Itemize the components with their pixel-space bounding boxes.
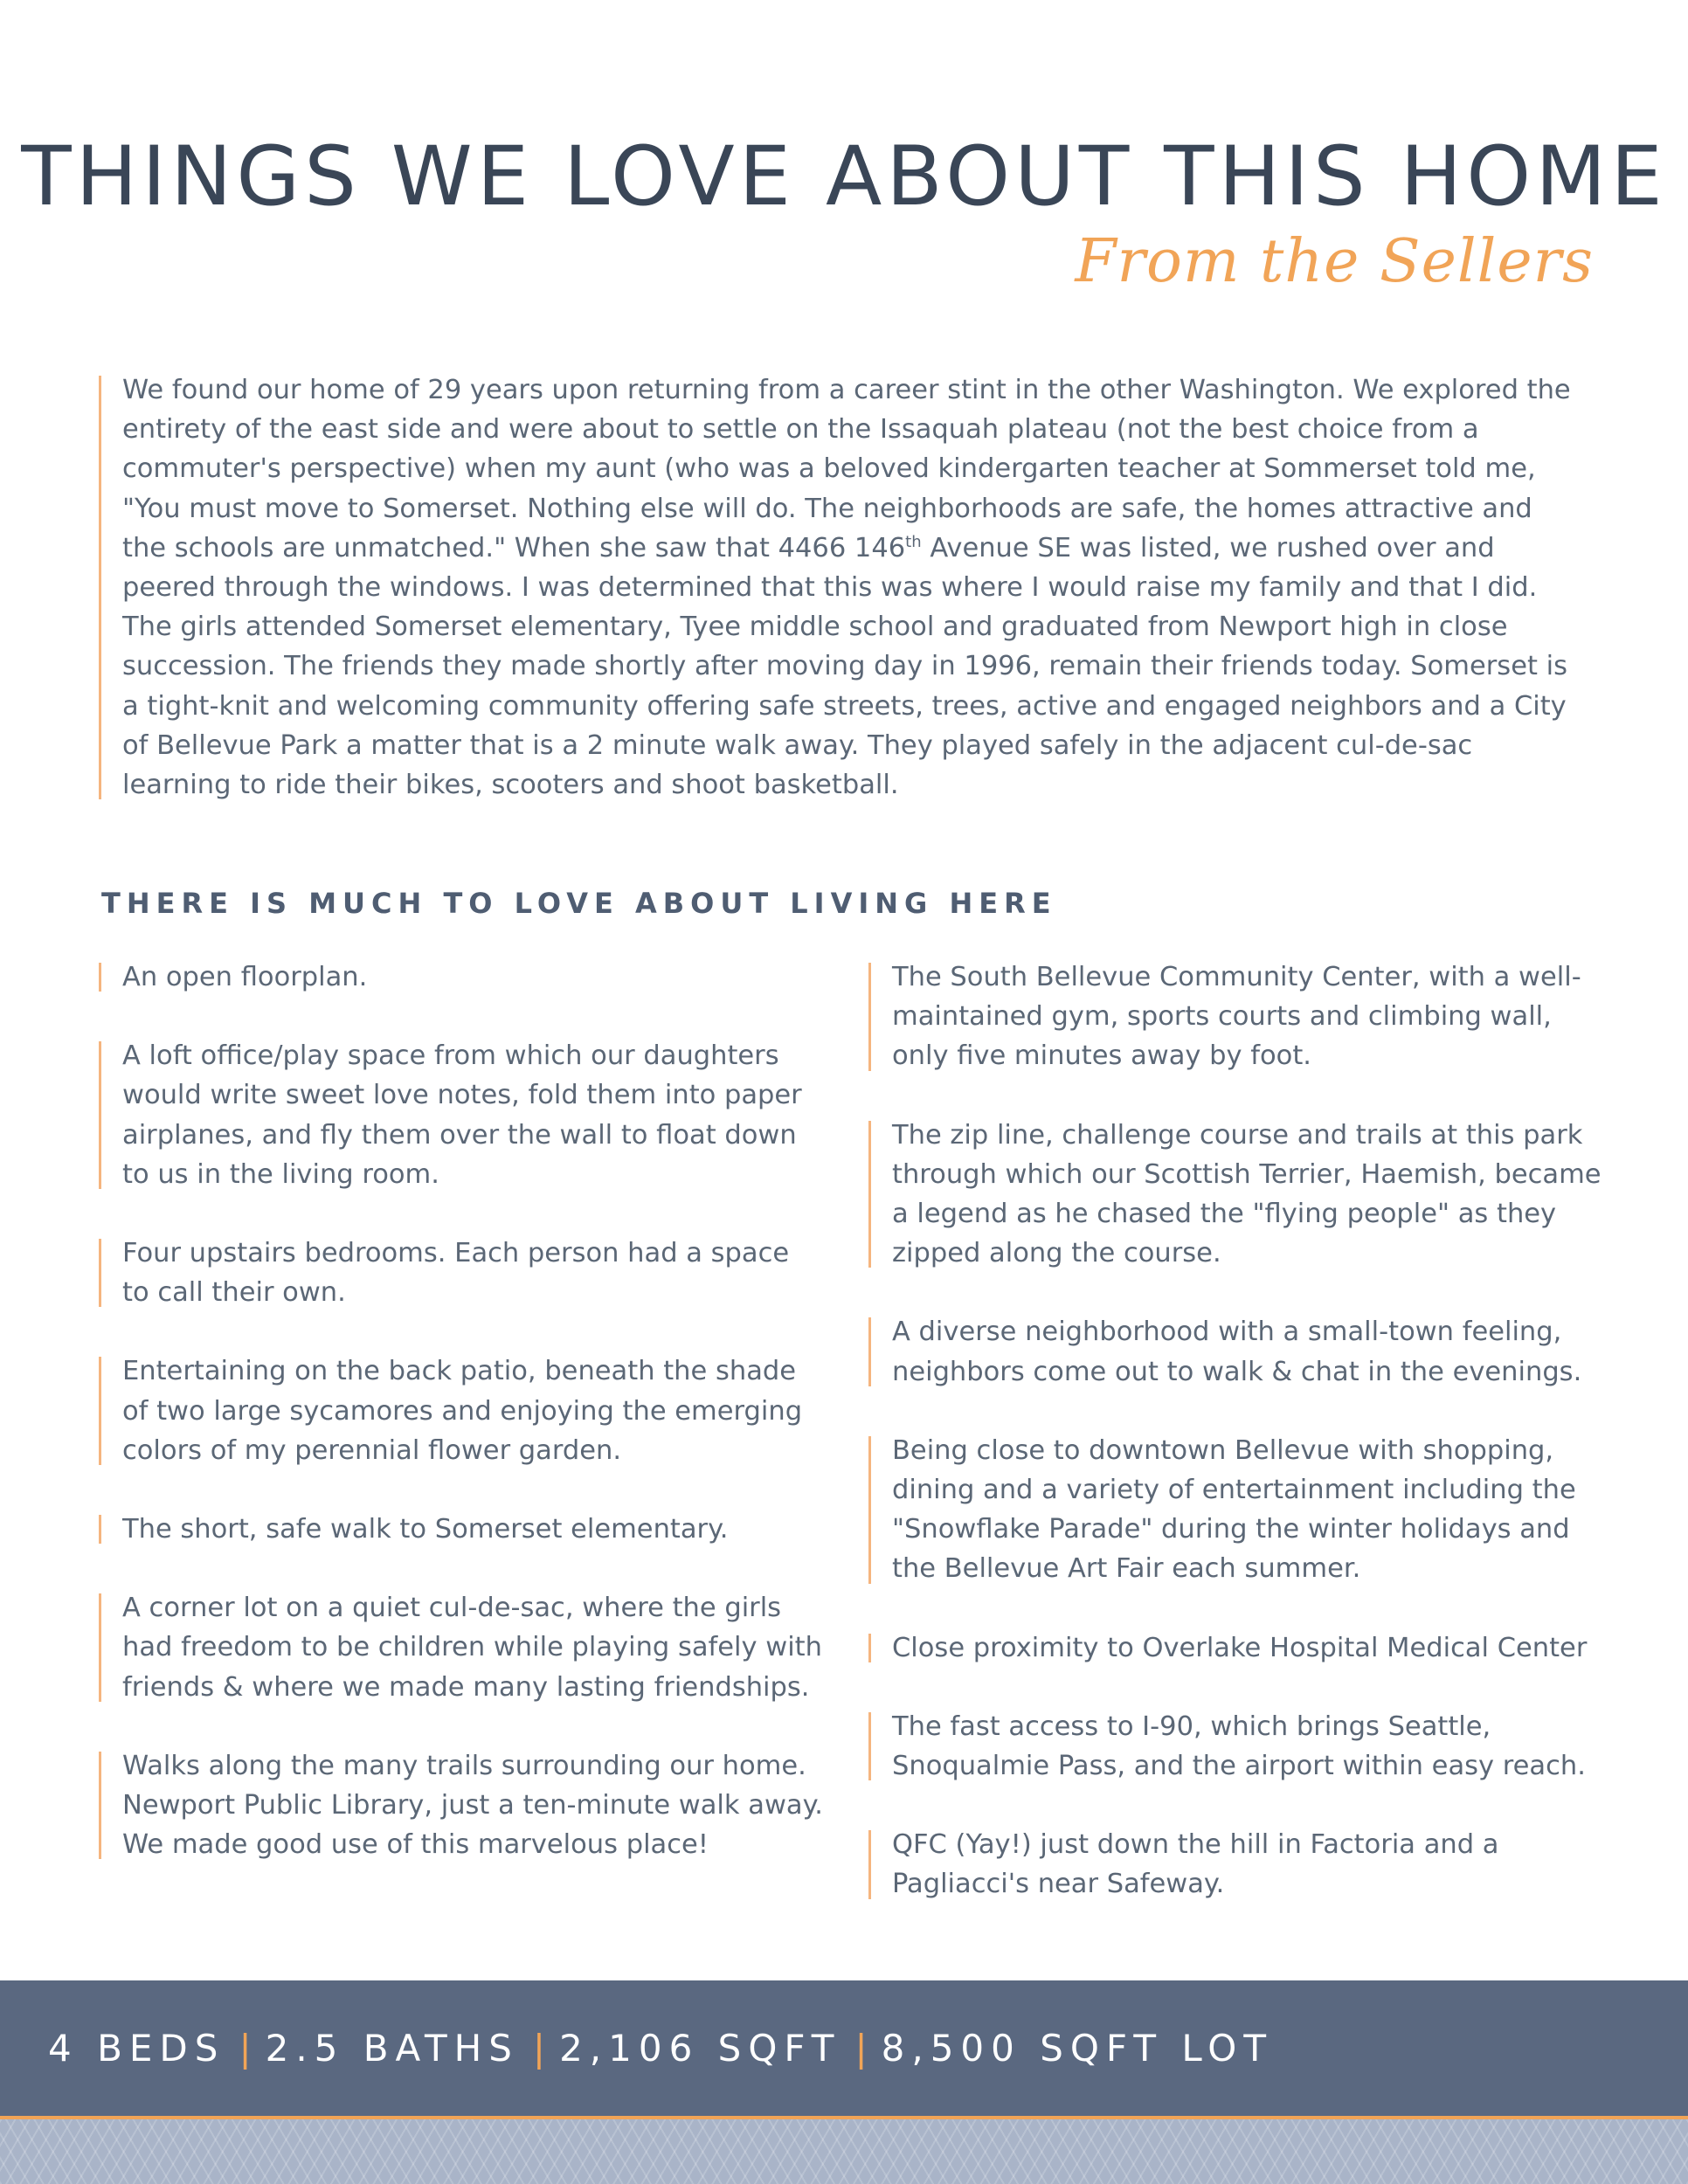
stat-lot: 8,500 SQFT LOT <box>881 2027 1273 2070</box>
list-item: A loft office/play space from which our daughters would write sweet love notes, fold them into paper airplanes, and fly them over the wall to float down to us in the living room. <box>99 1036 824 1194</box>
list-item: The fast access to I-90, which brings Seattle, Snoqualmie Pass, and the airport within easy reach. <box>868 1707 1602 1786</box>
stat-sqft: 2,106 SQFT <box>559 2027 841 2070</box>
page-title: THINGS WE LOVE ABOUT THIS HOME <box>21 129 1667 225</box>
intro-superscript: th <box>905 532 922 551</box>
list-item: The zip line, challenge course and trails at this park through which our Scottish Terrier, Haemish, became a legend as he chased the "flying people" as they zipped along the course. <box>868 1116 1602 1274</box>
intro-text-part2: Avenue SE was listed, we rushed over and peered through the windows. I was determined that this was where I would raise my family and that I did. The girls attended Somerset elementary, Tyee middle school and graduated from Newport high in close succession. The friends they made shortly after moving day in 1996, remain their friends today. Somerset is a tight-knit and welcoming community offering safe streets, trees, active and engaged neighbors and a City of Bellevue Park a matter that is a 2 minute walk away. They played safely in the adjacent cul-de-sac learning to ride their bikes, scooters and shoot basketball. <box>122 532 1567 801</box>
list-item: An open floorplan. <box>99 957 824 997</box>
list-item: QFC (Yay!) just down the hill in Factoria and a Pagliacci's near Safeway. <box>868 1825 1602 1904</box>
list-item: The short, safe walk to Somerset elementary. <box>99 1510 824 1549</box>
list-item: Close proximity to Overlake Hospital Medical Center <box>868 1628 1602 1668</box>
section-heading: THERE IS MUCH TO LOVE ABOUT LIVING HERE <box>101 887 1057 920</box>
list-item: Entertaining on the back patio, beneath the shade of two large sycamores and enjoying the emerging colors of my perennial flower garden. <box>99 1351 824 1470</box>
stat-separator: | <box>239 2027 252 2070</box>
stat-separator: | <box>532 2027 546 2070</box>
right-column <box>868 957 1602 1944</box>
stat-baths: 2.5 BATHS <box>265 2027 519 2070</box>
intro-text-part1: We found our home of 29 years upon returning from a career stint in the other Washington. We explored the entirety of the east side and were about to settle on the Issaquah plateau (not the best choice from a commuter's perspective) when my aunt (who was a beloved kindergarten teacher at Sommerset told me, "You must move to Somerset. Nothing else will do. The neighborhoods are safe, the homes attractive and the schools are unmatched." When she saw that 4466 146 <box>122 375 1571 563</box>
list-item: Walks along the many trails surrounding our home. Newport Public Library, just a ten-minute walk away. We made good use of this marvelous place! <box>99 1746 824 1865</box>
list-item: Being close to downtown Bellevue with shopping, dining and a variety of entertainment including the "Snowflake Parade" during the winter holidays and the Bellevue Art Fair each summer. <box>868 1431 1602 1589</box>
list-item: The South Bellevue Community Center, with a well-maintained gym, sports courts and climbing wall, only five minutes away by foot. <box>868 957 1602 1076</box>
stat-separator: | <box>854 2027 868 2070</box>
left-column <box>99 957 824 1904</box>
list-item: A corner lot on a quiet cul-de-sac, where the girls had freedom to be children while playing safely with friends & where we made many lasting friendships. <box>99 1588 824 1707</box>
property-stats <box>48 2024 1273 2073</box>
intro-paragraph <box>99 370 1584 805</box>
list-item: Four upstairs bedrooms. Each person had a space to call their own. <box>99 1234 824 1312</box>
list-item: A diverse neighborhood with a small-town feeling, neighbors come out to walk & chat in the evenings. <box>868 1312 1602 1391</box>
footer-banner <box>0 1980 1688 2116</box>
footer-pattern <box>0 2119 1688 2184</box>
page-subtitle: From the Sellers <box>1075 227 1594 296</box>
stat-beds: 4 BEDS <box>48 2027 225 2070</box>
